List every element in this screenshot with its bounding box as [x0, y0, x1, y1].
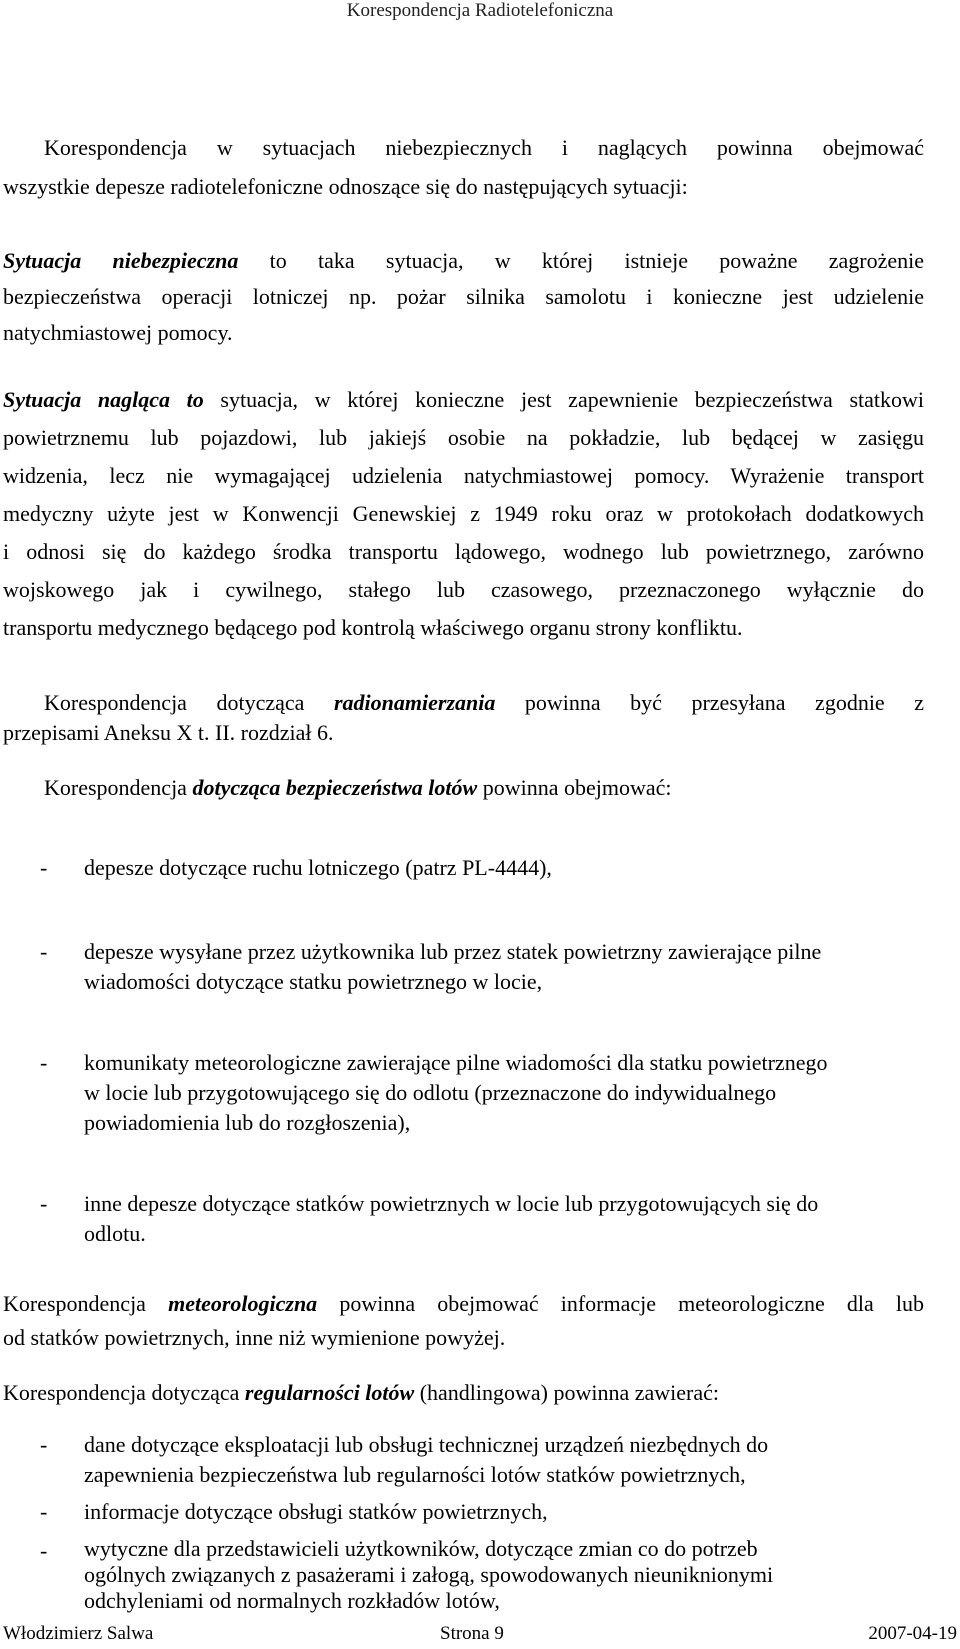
- list-item-text: [84, 1497, 960, 1527]
- list-line: zapewnienia bezpieczeństwa lub regularności lotów statków powietrznych,: [84, 1462, 746, 1487]
- list-line: odchyleniami od normalnych rozkładów lotów,: [84, 1588, 500, 1613]
- list-line: komunikaty meteorologiczne zawierające pilne wiadomości dla statku powietrznego: [84, 1050, 828, 1075]
- list-dash: -: [40, 1432, 48, 1457]
- text-run: powinna obejmować:: [477, 775, 672, 800]
- text-run: Korespondencja dotycząca: [3, 1380, 245, 1405]
- paragraph-line: transportu medycznego będącego pod kontrolą właściwego organu strony konfliktu.: [3, 615, 743, 640]
- paragraph-line: [3, 381, 924, 419]
- paragraph-line: i odnosi się do każdego środka transportu lądowego, wodnego lub powietrznego, zarówno: [3, 539, 924, 564]
- term-radionamierzania: radionamierzania: [333, 690, 496, 715]
- list-dash: -: [40, 1050, 48, 1075]
- list-line: powiadomienia lub do rozgłoszenia),: [84, 1110, 411, 1135]
- list-dash: -: [40, 1538, 48, 1563]
- list-dash: -: [40, 1499, 48, 1524]
- term-bezpieczenstwa-lotow: dotycząca bezpieczeństwa lotów: [192, 775, 478, 800]
- paragraph-intro: [44, 131, 924, 165]
- list-item: [40, 1048, 960, 1140]
- page-header: Korespondencja Radiotelefoniczna: [346, 0, 614, 21]
- paragraph-line: przepisami Aneksu X t. II. rozdział 6.: [3, 720, 334, 745]
- paragraph-line: powietrznemu lub pojazdowi, lub jakiejś osobie na pokładzie, lub będącej w zasięgu: [3, 425, 924, 450]
- list-item: [40, 1497, 960, 1529]
- list-item-text: [84, 1430, 960, 1490]
- paragraph-radionamierzanie: [44, 686, 924, 720]
- text-run: to taka sytuacja, w której istnieje poważne zagrożenie: [238, 248, 924, 273]
- list-line: depesze dotyczące ruchu lotniczego (patrz PL-4444),: [84, 855, 552, 880]
- paragraph-line: Korespondencja w sytuacjach niebezpiecznych i naglących powinna obejmować: [44, 135, 924, 160]
- term-sytuacja-niebezpieczna: Sytuacja niebezpieczna: [3, 248, 239, 273]
- list-item: [40, 937, 960, 999]
- list-line: inne depesze dotyczące statków powietrznych w locie lub przygotowujących się do: [84, 1191, 819, 1216]
- paragraph-line: natychmiastowej pomocy.: [3, 320, 233, 345]
- text-run: powinna być przesyłana zgodnie z: [495, 690, 924, 715]
- term-regularnosci-lotow: regularności lotów: [244, 1380, 415, 1405]
- paragraph-line: widzenia, lecz nie wymagającej udzielenia natychmiastowej pomocy. Wyrażenie transport: [3, 463, 924, 488]
- list-line: wiadomości dotyczące statku powietrznego w locie,: [84, 969, 543, 994]
- paragraph-line: od statków powietrznych, inne niż wymienione powyżej.: [3, 1325, 506, 1350]
- term-sytuacja-naglaca: Sytuacja nagląca to: [3, 387, 204, 412]
- list-line: odlotu.: [84, 1221, 146, 1246]
- footer-page-number: Strona 9: [440, 1623, 504, 1644]
- term-meteorologiczna: meteorologiczna: [168, 1291, 318, 1316]
- paragraph-line: bezpieczeństwa operacji lotniczej np. pożar silnika samolotu i konieczne jest udzielenie: [3, 284, 924, 309]
- list-line: wytyczne dla przedstawicieli użytkowników, dotyczące zmian co do potrzeb: [84, 1536, 758, 1561]
- text-run: powinna obejmować informacje meteorologiczne dla lub: [317, 1291, 924, 1316]
- text-run: Korespondencja dotycząca: [44, 690, 334, 715]
- paragraph-line: [3, 1376, 924, 1410]
- paragraph-radionamierzanie-cont: [3, 716, 924, 750]
- paragraph-sytuacja-niebezpieczna: [3, 244, 924, 350]
- list-dash: -: [40, 855, 48, 880]
- paragraph-line: [3, 244, 924, 278]
- list-line: dane dotyczące eksploatacji lub obsługi technicznej urządzeń niezbędnych do: [84, 1432, 769, 1457]
- list-item-text: [84, 1048, 960, 1138]
- footer-author: Włodzimierz Salwa: [3, 1623, 154, 1644]
- paragraph-intro-cont: [3, 170, 924, 204]
- list-dash: -: [40, 939, 48, 964]
- list-item-text: [84, 853, 960, 883]
- list-line: w locie lub przygotowującego się do odlotu (przeznaczone do indywidualnego: [84, 1080, 777, 1105]
- list-item-text: [84, 937, 960, 997]
- text-run: sytuacja, w której konieczne jest zapewnienie bezpieczeństwa statkowi: [203, 387, 924, 412]
- text-run: (handlingowa) powinna zawierać:: [414, 1380, 720, 1405]
- paragraph-line: [44, 771, 924, 805]
- text-run: Korespondencja: [3, 1291, 169, 1316]
- paragraph-line: [44, 686, 924, 720]
- paragraph-regularnosc-lotow: [3, 1376, 924, 1410]
- list-item-text: [84, 1189, 960, 1249]
- paragraph-line: [3, 1287, 924, 1321]
- list-item: [40, 853, 960, 885]
- list-line: informacje dotyczące obsługi statków powietrznych,: [84, 1499, 548, 1524]
- text-run: Korespondencja: [44, 775, 193, 800]
- paragraph-bezpieczenstwo-lotow: [44, 771, 924, 805]
- list-item-text: [84, 1536, 960, 1614]
- paragraph-sytuacja-naglaca: [3, 381, 924, 647]
- list-item: [40, 1430, 960, 1492]
- paragraph-meteorologiczna: [3, 1287, 924, 1355]
- list-item: [40, 1536, 960, 1613]
- paragraph-line: wszystkie depesze radiotelefoniczne odnoszące się do następujących sytuacji:: [3, 174, 688, 199]
- footer-date: 2007-04-19: [868, 1623, 957, 1644]
- list-item: [40, 1189, 960, 1251]
- list-line: depesze wysyłane przez użytkownika lub przez statek powietrzny zawierające pilne: [84, 939, 822, 964]
- list-dash: -: [40, 1191, 48, 1216]
- paragraph-line: medyczny użyte jest w Konwencji Genewskiej z 1949 roku oraz w protokołach dodatkowych: [3, 501, 924, 526]
- paragraph-line: wojskowego jak i cywilnego, stałego lub czasowego, przeznaczonego wyłącznie do: [3, 577, 924, 602]
- list-line: ogólnych związanych z pasażerami i załogą, spowodowanych nieuniknionymi: [84, 1562, 774, 1587]
